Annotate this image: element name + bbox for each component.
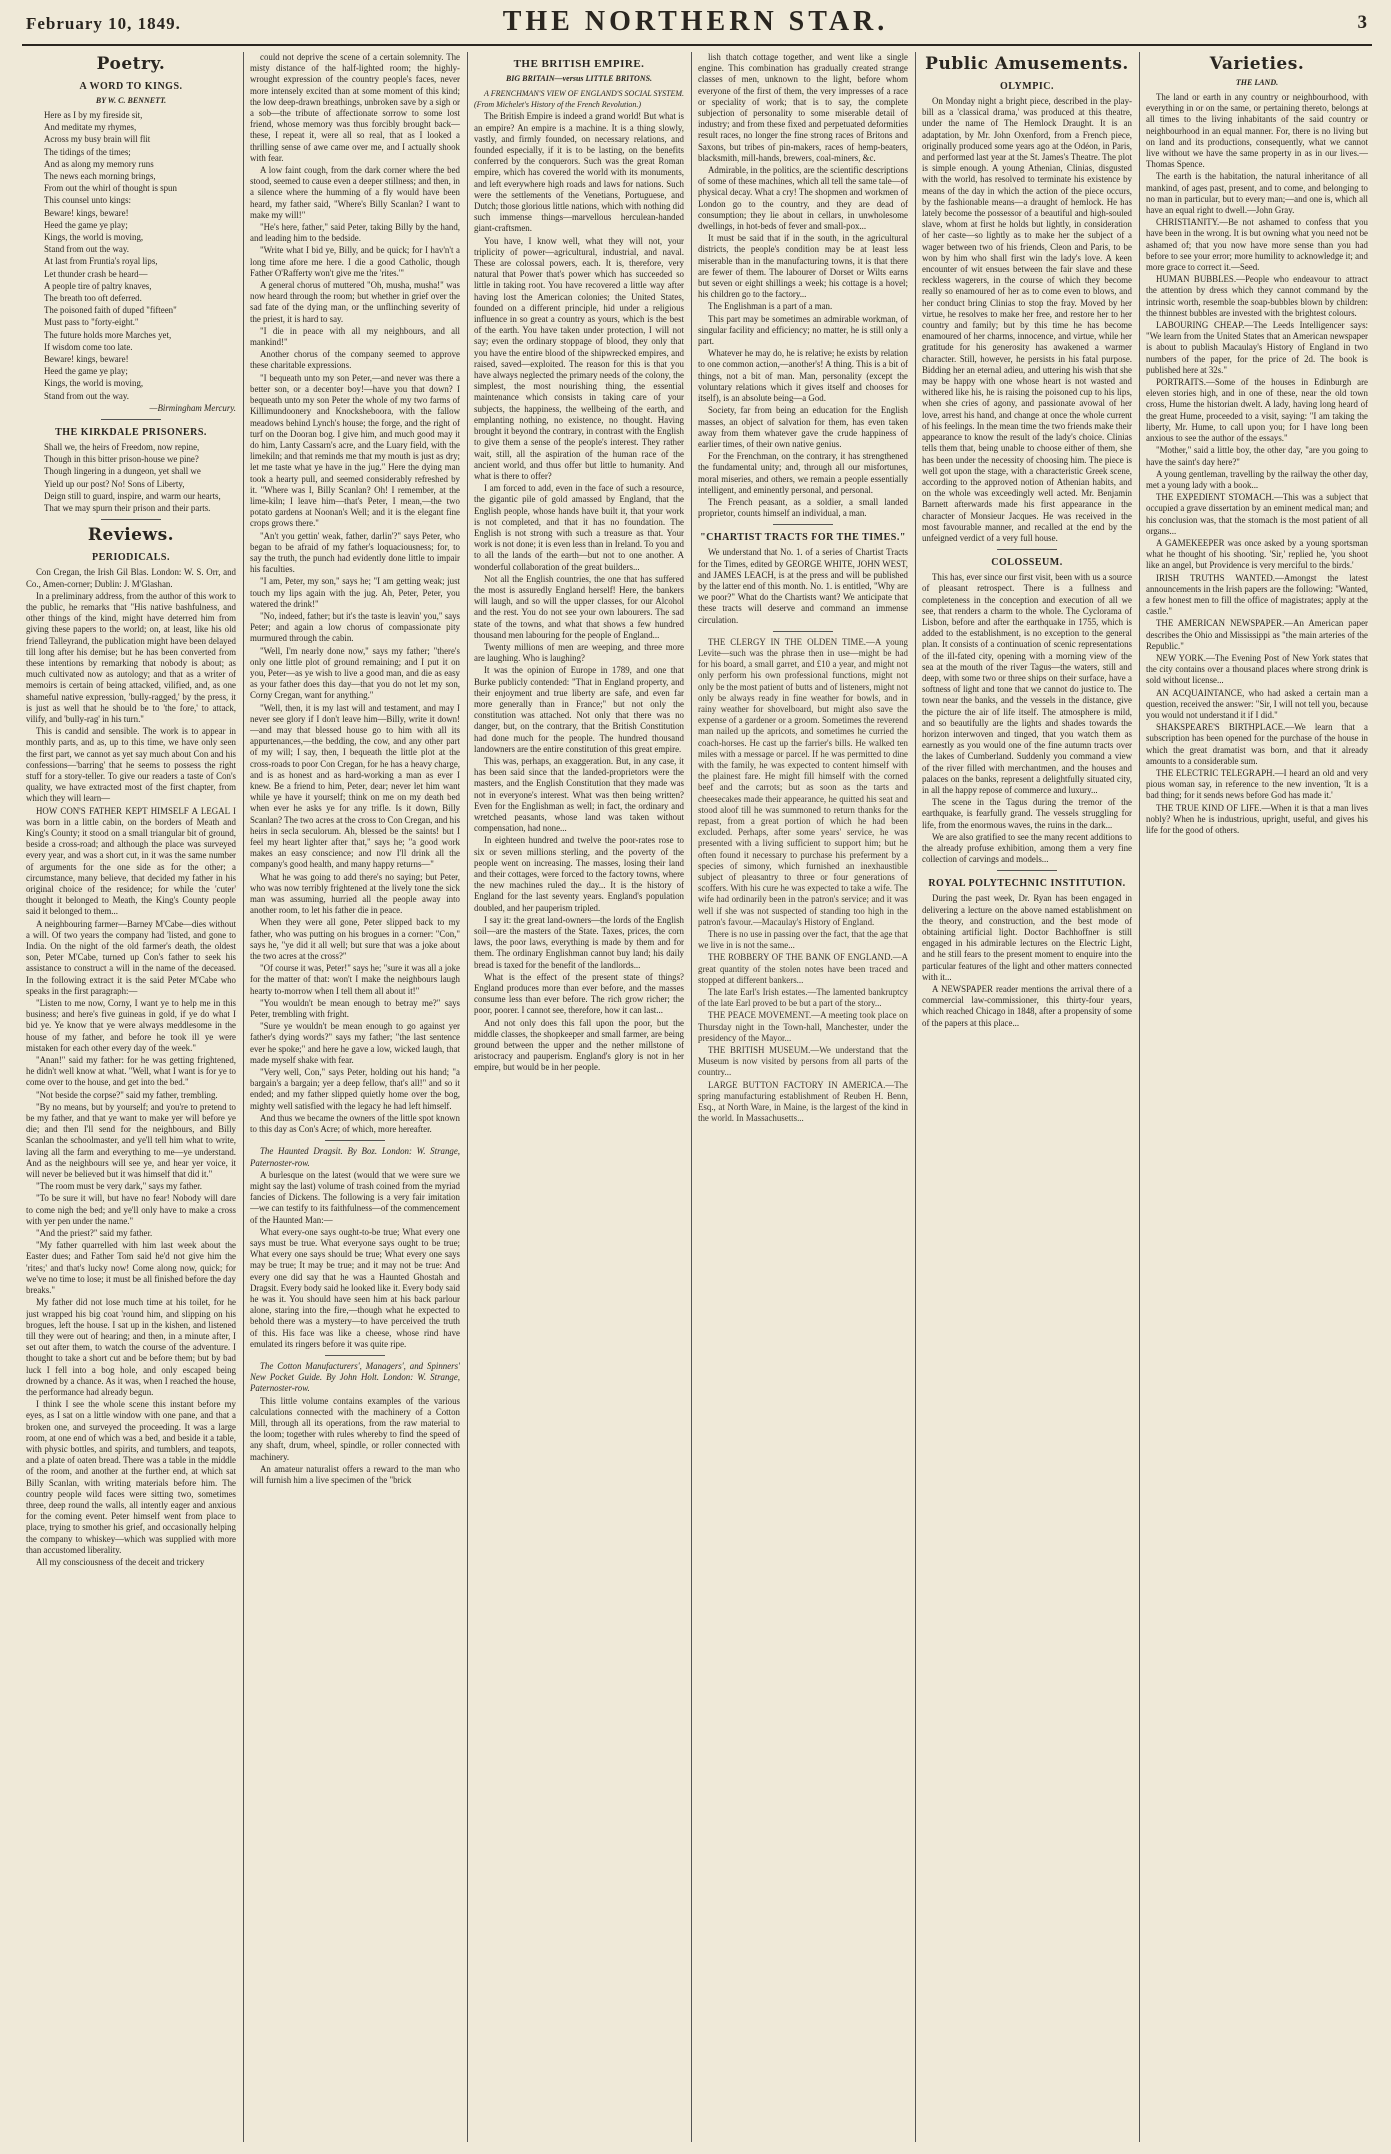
paragraph: It was the opinion of Europe in 1789, and one that Burke publicly contended: "That in England property, and their enjoyment and true liberty are safe, and even far more generally than in France;" but not only the constitution was attached. Not only that there was no danger, but, on the contrary, that the British Constitution had done much for the people. The hundred thousand landowners are the entire constitution of this great empire. [474,665,684,754]
paragraph: PORTRAITS.—Some of the houses in Edinburgh are eleven stories high, and in one of these, near the old town cross, Hume the historian dwelt. A lady, having long heard of the great Hume, proceeded to a visit, saying: "I am taking the liberty, Mr. Hume, to call upon you; for I have long been anxious to see the author of the essays." [1146,377,1368,444]
paragraph: An amateur naturalist offers a reward to the man who will furnish him a live specimen of the "brick [250,1463,460,1485]
review3-title: The Cotton Manufacturers', Managers', and Spinners' New Pocket Guide. By John Holt. London: W. Strange, Paternoster-row. [250,1360,460,1394]
masthead [0,0,1391,56]
column-rule [915,52,916,2142]
paragraph: Not all the English countries, the one that has suffered the most is assuredly England herself! Here, the bankers will laugh, and so will the upper classes, for our Alcohol and the rest. You do not see your own labourers. The sad state of the towns, and what that shows a few hundred thousand men labouring for the people of England... [474,573,684,640]
column-rule [691,52,692,2142]
divider [325,1355,385,1356]
paragraph: The French peasant, as a soldier, a small landed proprietor, counts himself an individual, a man. [698,496,908,519]
paragraph: SHAKSPEARE'S BIRTHPLACE.—We learn that a subscription has been opened for the purchase of the house in which the great dramatist was born, and that it already amounts to a considerable sum. [1146,722,1368,766]
paragraph: When they were all gone, Peter slipped back to my father, who was putting on his brogues in a corner: "Con," says he, "ye did it all well; but sure that was a joke about the two acres at the cross?" [250,917,460,962]
paragraph: could not deprive the scene of a certain solemnity. The misty distance of the half-lighted room; the highly-wrought expression of the country people's faces, never more intensely excited than at some moment of this kind; the low deep-drawn breathings, unbroken save by a sigh or a sob—the tribute of affectionate sorrow to some lost friend, whose memory was thus forcibly brought back—these, I repeat it, were all so real, that as I looked a thrilling sense of awe came over me, and I actually shook with fear. [250,52,460,163]
news-items [698,637,908,1125]
divider [101,519,161,520]
olympic-heading: OLYMPIC. [1000,81,1054,92]
paragraph: AN ACQUAINTANCE, who had asked a certain man a question, received the answer: "Sir, I will not tell you, because you would not understand it if I did." [1146,687,1368,720]
divider [325,1140,385,1141]
article-subheading: BIG BRITAIN—versus LITTLE BRITONS. [505,74,653,83]
paragraph: A neighbouring farmer—Barney M'Cabe—dies without a will. Of two years the company had 'listed, and gone to India. On the night of the old farmer's death, the oldest son, Peter M'Cabe, turned up Con's father to seek his assistance to construct a will in the name of the deceased. In the following extract it is the said Peter M'Cabe who speaks in the first paragraph:— [26,918,236,996]
paragraph: IRISH TRUTHS WANTED.—Amongst the latest announcements in the Irish papers are the following: "Wanted, a few honest men to fill the office of magistrates; apply at the castle." [1146,572,1368,617]
paragraph: Con Cregan, the Irish Gil Blas. London: W. S. Orr, and Co., Amen-corner; Dublin: J. M'Glashan. [26,567,236,589]
column-rule [243,52,244,2142]
poem-line: Let thunder crash be heard— [44,268,148,279]
paragraph: There is no use in passing over the fact, that the age that we live in is not the same... [698,929,908,951]
poem-line: Shall we, the heirs of Freedom, now repine, [44,442,200,453]
paragraph: This is candid and sensible. The work is to appear in monthly parts, and as, up to this time, we have only seen the first part, we cannot as yet say much about Con and his confessions—'barring' that he seems to possess the right stuff for a story-teller. To give our readers a taste of Con's quality, we have extracted most of the first chapter, from which they will learn— [26,726,236,804]
paragraph: lish thatch cottage together, and went like a single engine. This combination has gradually created strange classes of men, unknown to the light, before whom everyone of the first of them, the very impresses of a race or speciality of work; that is to say, the complete subjection of personality to some miserable detail of industry; and from these fixed and perpetuated deformities result races, no longer the fine strong races of Britons and Saxons, but tribes of pin-makers, races of hemp-beaters, blacksmith, mill-hands, brewers, coal-miners, &c. [698,52,908,163]
paragraph: "By no means, but by yourself; and you're to pretend to be my father, and that ye want to make yer will before ye die; and then I'll send for the neighbours, and Billy Scanlan the schoolmaster, and ye'll tell him what to write, laving all the farm and everything to me—ye understand. And as the neighbours will see ye, and hear yer voice, it will never be believed but it was himself that did it." [26,1101,236,1180]
column-2 [250,52,460,2142]
poem-line: A people tire of paltry knaves, [44,280,152,291]
periodicals-heading: PERIODICALS. [92,552,170,564]
section-heading-reviews: Reviews. [87,525,175,546]
poem-line: Heed the game ye play; [44,219,128,230]
paragraph: I think I see the whole scene this instant before my eyes, as I sat on a little window with one pane, and that a broken one, and surveyed the proceeding. It was a large room, at one end of which was a bed, and beside it a table, with physic bottles, and spirits, and tumblers, and teapots, and a plate of oaten bread. There was a table in the middle of the room, and another at the further end, at which sat Billy Scanlan, with writing materials before him. The country people wild faces were sitting two, sometimes three, deep round the walls, all intently eager and anxious for the coming event. Peter himself went from place to place, trying to smother his grief, and occasionally helping the company to whiskey—which was supplied with more than accustomed liberality. [26,1399,236,1555]
paragraph: LARGE BUTTON FACTORY IN AMERICA.—The spring manufacturing establishment of Reuben H. Benn, Esq., at North Ware, in Maine, is the largest of the kind in the world. In Massachusetts... [698,1079,908,1124]
poem2-title: THE KIRKDALE PRISONERS. [55,427,207,439]
column-1 [26,52,236,2142]
paragraph: "An't you gettin' weak, father, darlin'?" says Peter, who began to be afraid of my father's loquaciousness; for, to say the truth, the punch had evidently done little to impair his faculties. [250,530,460,575]
paragraph: All my consciousness of the deceit and trickery [36,1556,205,1567]
paragraph: THE ROBBERY OF THE BANK OF ENGLAND.—A great quantity of the stolen notes have been traced and stopped at different bankers... [698,952,908,985]
paragraph: On Monday night a bright piece, described in the play-bill as a 'classical drama,' was produced at this theatre, under the name of The Hemlock Draught. It is an adaptation, by Mr. John Oxenford, from a French piece, originally produced some years ago at the Odéon, in Paris, and performed last year at the St. James's Theatre. The plot is simple enough. A young Athenian, Clinias, disgusted with the world, has resolved to terminate his existence by means of the day in which the action of the piece occurs, by the fashionable means—a draught of hemlock. He has lately become the possessor of a beautiful and high-souled slave, whom at first he holds but lightly, in consideration of her caste—so lightly as to make her the subject of a wager between two of his friends, Cleon and Paris, to be won by him who shall first win the lady's love. A keen encounter of wit ensues between the fair slave and these reckless wagerers, in the course of which they become really so enamoured of her as to come even to blows, and her conduct bring Clinias to stop the fray. Moved by her virtue, he resolves to make her free, and restore her to her country and family; but by this time he has become enamoured of her charms, innocence, and virtue, while her gratitude for his generosity has awakened a warmer character. Still, however, he persists in his fatal purpose. Bidding her an eternal adieu, and uttering his wish that she may be happy with one whose heart is not wasted and withered like his, he is raising the poisoned cup to his lips, when she cries of agony, and passionate avowal of her love, arrest his hand, and change at once the whole current of his feelings. In the mean time the two friends make their appearance to know the result of the lady's choice. Clinias tells them that, being unable to choose either of them, she has been under the necessity of choosing him. The piece is well got upon the stage, with a characteristic Greek scene, according to the approved notion of Athenian habits, and on the whole was exceedingly well acted. Mr. Benjamin Barnett afterwards made his first appearance in the character of Monsieur Jacques. He was received in the most favourable manner, and recalled at the end by the unfeigned verdict of a very full house. [922,96,1132,543]
review3-text [250,1396,460,1487]
paragraph: "My father quarrelled with him last week about the Easter dues; and Father Tom said he'd not give him the 'rites;' and that's lucky now! Come along now, quick; for we've no time to lose; it must be all finished before the day breaks." [26,1240,236,1296]
paragraph: "Sure ye wouldn't be mean enough to go against yer father's dying words?" says my father; "the last sentence ever he spoke;" and here he gave a low, wicked laugh, that made myself shake with fear. [250,1021,460,1065]
paragraph: NEW YORK.—The Evening Post of New York states that the city contains over a thousand places where strong drink is sold without license... [1146,652,1368,686]
poem-line: The tidings of the times; [44,146,131,157]
paragraph: "Very well, Con," says Peter, holding out his hand; "a bargain's a bargain; yer a deep fellow, that's all!" and so it ended; and my father slipped quietly home over the bog, mighty well satisfied with the legacy he had left himself. [250,1067,460,1111]
paragraph: I say it: the great land-owners—the lords of the English soil—are the masters of the State. Taxes, prices, the corn laws, the poor laws, everything is made by them and for them. The ordinary Englishman cannot buy land; his daily bread is taxed for the benefit of the landlords... [474,914,684,970]
polytechnic-review [922,893,1132,1028]
paragraph: "Of course it was, Peter!" says he; "sure it was all a joke for the matter of that: won't I make the neighbours laugh hearty to-morrow when I tell them all about it!" [250,963,460,996]
paragraph: LABOURING CHEAP.—The Leeds Intelligencer says: "We learn from the United States that an American newspaper is about to publish Macaulay's History of England in two numbers of the paper, for the price of 2d. The book is published here at 32s." [1146,320,1368,375]
paragraph: Society, far from being an education for the English masses, an object of salvation for them, has even taken away from them whatever gave the crude happiness of earlier times, of their own native genius. [698,405,908,449]
poem-author: BY W. C. BENNETT. [95,96,167,105]
section-heading-varieties: Varieties. [1209,54,1305,74]
poem-line: Here as I by my fireside sit, [44,110,143,120]
polytechnic-heading: ROYAL POLYTECHNIC INSTITUTION. [928,878,1126,890]
paragraph: "Write what I bid ye, Billy, and be quick; for I hav'n't a long time afore me here. I die a good Catholic, though Father O'Rafferty won't give me the 'rites.'" [250,245,460,278]
paragraph: Another chorus of the company seemed to approve these charitable expressions. [250,349,460,371]
poem2-lines [26,442,236,514]
varieties-items [1146,92,1368,836]
column-rule [1139,52,1140,2142]
paragraph: "Not beside the corpse?" said my father, trembling. [36,1089,218,1100]
poem-line: Kings, the world is moving, [44,232,144,243]
varieties-subheading: THE LAND. [1235,78,1279,87]
paragraph: My father did not lose much time at his toilet, for he just wrapped his big coat 'round him, and slipping on his brogues, left the house. I sat up in the kishen, and listened till they were out of hearing; and then, in a minute after, I set out after them, to watch the course of the adventure. I thought to take a short cut and be before them; but by bad luck I fell into a bog hole, and only escaped being drowned by a chance. As it was, when I reached the house, the performance had already begun. [26,1297,236,1397]
paragraph: This part may be sometimes an admirable workman, of singular facility and efficiency; no matter, he is still only a part. [698,313,908,347]
colosseum-review [922,572,1132,865]
paragraph: The British Empire is indeed a grand world! But what is an empire? An empire is a machine. It is a thing slowly, vastly, and firmly founded, on necessary relations, and founded especially, if it is to be lasting, on the benefits conferred by the conquerors. Such was the great Roman empire, which has covered the world with its monuments, and left everywhere high roads and laws for nations. Such were the settlements of the Venetians, Portuguese, and Dutch; those glorious little nations, which with nothing did such immense things—marvellous herculean-handed giant-craftsmen. [474,111,684,234]
column-5 [922,52,1132,2142]
issue-date: February 10, 1849. [26,14,181,33]
paragraph: CHRISTIANITY.—Be not ashamed to confess that you have been in the wrong. It is but owning what you need not be ashamed of; that you now have more sense than you had before to see your error; more humility to acknowledge it; and more grace to correct it.—Seed. [1146,217,1368,273]
notice-heading: "CHARTIST TRACTS FOR THE TIMES." [700,532,906,544]
paragraph: "To be sure it will, but have no fear! Nobody will dare to come nigh the bed; and ye'll only have to make a cross with yer pen under the name." [26,1193,236,1226]
paragraph: THE PEACE MOVEMENT.—A meeting took place on Thursday night in the Town-hall, Manchester, under the presidency of the Mayor... [698,1010,908,1043]
poem-lines [26,110,236,402]
paragraph: It must be said that if in the south, in the agricultural districts, the people's condition may be at least less miserable than in the manufacturing towns, it is that there are fewer of them. The labourer of Dorset or Wilts earns but seven or eight shillings a week; his cottage is a hovel; his children go to the factory... [698,233,908,300]
poem-attribution: —Birmingham Mercury. [149,402,236,413]
paragraph: "He's here, father," said Peter, taking Billy by the hand, and leading him to the bedside. [250,222,460,244]
poem-line: Across my busy brain will flit [44,134,151,145]
divider [773,631,833,632]
poem-line: The future holds more Marches yet, [44,329,172,340]
colosseum-heading: COLOSSEUM. [991,557,1063,569]
paragraph: "And the priest?" said my father. [36,1228,153,1239]
paragraph: "I die in peace with all my neighbours, and all mankind!" [250,325,460,348]
paragraph: You have, I know well, what they will not, your triplicity of power—agricultural, industrial, and naval. These are colossal powers, each. It is, therefore, very natural that Power that's power which has succeeded so little in taking root. You have recovered a little way after having lost the American colonies; the United States, founded on a different principle, hid under a religious influence in so great a country as yours, which is the best of the earth. You have taken under protection, I will not say; even the ordinary stoppage of blood, they only that you have the entire blood of the shipwrecked empires, and raised, saved—exploited. The reason for this is that you have always neglected the primary needs of the colony, the simplest, the most nourishing thing, the essential maintenance which consists in taking care of your subjects, the happiness, the wellbeing of the earth, and emplanting nothing, no existence, no thought. Having brought it beyond the contrary, in contrast with the English to give them a sense of the people's interest. They rather wait, still, all the aspiration of the human race of the ancient world, and thus offer but little to humanity. And what is there to offer? [474,235,684,481]
masthead-rule [22,44,1372,46]
paragraph: A young gentleman, travelling by the railway the other day, met a young lady with a book... [1146,468,1368,490]
poem-line: And as along my memory runs [44,158,154,169]
poem-line: The news each morning brings, [44,171,156,182]
paragraph: Whatever he may do, he is relative; he exists by relation to one common action,—another's! A thing. This is a bit of things, not a bit of man. Man, personality (except the voluntary relations which it gives itself and chooses for itself), is an absolute being—a God. [698,348,908,404]
poem-line: Stand from out the way. [44,390,129,401]
review-text [26,567,236,1568]
paragraph: A NEWSPAPER reader mentions the arrival there of a commercial law-commissioner, this thirty-four years, which reached Chicago in 1848, after a propensity of some of the papers at this place... [922,984,1132,1028]
paragraph: HUMAN BUBBLES.—People who endeavour to attract the attention by dress which they cannot command by the intrinsic worth, resemble the soap-bubbles blown by children: the thinnest bubbles are invested with the brightest colours. [1146,274,1368,318]
paragraph: The scene in the Tagus during the tremor of the earthquake, is fearfully grand. The vessels struggling for life, from the enormous waves, the ruins in the dark... [922,797,1132,830]
poem-line: Yield up our post? No! Sons of Liberty, [44,478,185,489]
paragraph: What is the effect of the present state of things? England produces more than ever before, and the masses consume less than ever before. The rich grow richer; the poor, poorer. I cannot see, therefore, how it can last... [474,971,684,1016]
poem-line: Kings, the world is moving, [44,378,144,389]
divider [997,870,1057,871]
article-text [474,111,684,1073]
review2-text [250,1170,460,1350]
paragraph: THE EXPEDIENT STOMACH.—This was a subject that occupied a grave dissertation by an eminent medical man; and his conclusion was, that the stomach is the most patient of all organs... [1146,492,1368,536]
divider [773,524,833,525]
column-4 [698,52,908,2142]
poem-line: Deign still to guard, inspire, and warm our hearts, [44,490,221,501]
paragraph: What every-one says ought-to-be true; What every one says must be true. What everyone says ought to be true; What every one says should be true; What every one says may be true; It may be true; and it may not be true: And every one did say that he was a Haunted Ghostah and Dragsit. Every body said he looked like it. Every body said he was it. You should have seen him at his back parlour alone, staring into the fire,—though what he expected to behold there was a mystery—to have perceived the truth of this. His face was like a cheese, whose rind have emulated its ringers before it was quite ripe. [250,1226,460,1349]
poem-line: From out the whirl of thought is spun [44,183,177,194]
paragraph: THE AMERICAN NEWSPAPER.—An American paper describes the Ohio and Mississippi as "the main arteries of the Republic." [1146,618,1368,651]
paragraph: A low faint cough, from the dark corner where the bed stood, seemed to cause even a deeper stillness; and then, in a silence where the humming of a fly would have been heard, my father said, "Where's Billy Scanlan? I want to make my will!" [250,165,460,220]
poem-line: Though in this bitter prison-house we pine? [44,454,199,465]
poem-line: The breath too oft deferred. [44,293,142,304]
paragraph: "Anan!" said my father: for he was getting frightened, he didn't well know at what. "Well, what I want is for ye to come over to the house, and get into the bed." [26,1055,236,1088]
poem-line: That we may spurn their prison and their parts. [44,503,211,514]
paragraph: HOW CON'S FATHER KEPT HIMSELF A LEGAL I was born in a little cabin, on the borders of Meath and King's County; it stood on a small triangular bit of ground, beside a cross-road; and although the place was surveyed every year, and was a short cut, in it was the same number of arguments for the one side as for the other; a circumstance, many believe, that decided my father in his original choice of the residence; for while the 'cuter' thought it belonged to Meath, the King's County people said it belonged to them... [26,805,236,917]
poem-line: The poisoned faith of duped "fifteen" [44,305,177,316]
poem-line: If wisdom come too late. [44,341,133,352]
paragraph: "Mother," said a little boy, the other day, "are you going to have the saint's day here?" [1146,445,1368,467]
paragraph: This little volume contains examples of the various calculations connected with the machinery of a Cotton Mill, through all its operations, from the raw material to the loom; together with rules whereby to find the speed of any shaft, drum, wheel, spindle, or roller connected with machinery. [250,1395,460,1462]
paragraph: "Well, I'm nearly done now," says my father; "there's only one little plot of ground remaining; and I put it on you, Peter—as ye wish to live a good man, and die as easy as your father does this day—that you do not let my son, Corny Cregan, want for anything." [250,645,460,701]
notice-text: We understand that No. 1. of a series of Chartist Tracts for the Times, edited by GEORGE WHITE, JOHN WEST, and JAMES LEACH, is at the press and will be published by the latter end of this month. No. 1. is entitled, "Why are we poor?" What do the Chartists want? We anticipate that these tracts will deserve and command an immense circulation. [698,547,908,625]
paragraph: A general chorus of muttered "Oh, musha, musha!" was now heard through the room; but whether in grief over the sad fate of the dying man, or the unflinching severity of the priest, it is hard to say. [250,280,460,324]
paragraph: And not only does this fall upon the poor, but the middle classes, the shopkeeper and small farmer, are being ground between the upper and the nether millstone of aristocracy and pauperism. England's glory is not in her empire, but would be in her people. [474,1017,684,1073]
divider [997,549,1057,550]
column-3 [474,52,684,2142]
article-continued [698,52,908,519]
paragraph: THE ELECTRIC TELEGRAPH.—I heard an old and very pious woman say, in reference to the new invention, 'It is a bad thing; for it sends news before God has made it.' [1146,767,1368,801]
paragraph: The land or earth in any country or neighbourhood, with everything in or on the same, or pertaining thereto, belongs at all times to the living inhabitants of the said country or neighbourhood in an equal manner. For, there is no living but on land and its productions, consequently, what we cannot live without we have the same property in as in our lives.—Thomas Spence. [1146,92,1368,170]
poem-line: At last from Fruntia's royal lips, [44,256,158,267]
newspaper-title: THE NORTHERN STAR. [502,6,889,37]
paragraph: We are also gratified to see the many recent additions to the already profuse exhibition, among them a very fine collection of carvings and models... [922,831,1132,865]
poem-line: Beware! kings, beware! [44,354,129,365]
paragraph: "I am, Peter, my son," says he; "I am getting weak; just touch my lips again with the jug. Ah, Peter, Peter, you watered the drink!" [250,576,460,609]
article-heading: THE BRITISH EMPIRE. [513,58,645,70]
article-intro: A FRENCHMAN'S VIEW OF ENGLAND'S SOCIAL SYSTEM. (From Michelet's History of the French Revolution.) [474,89,684,110]
poem-line: This counsel unto kings: [44,195,132,206]
paragraph: "The room must be very dark," says my father. [36,1181,202,1192]
paragraph: I am forced to add, even in the face of such a resource, the gigantic pile of gold amassed by England, that the English people, whose hands have built it, that your work is not completed, and that it has no foundation. The English is not strong with such a treasure as that. Your work is not done; it is even less than in Ireland. To you and to all the lands of the earth—but not to one another. A wonderful collaboration of the great builders... [474,483,684,572]
poem-line: Beware! kings, beware! [44,207,129,218]
paragraph: "Well, then, it is my last will and testament, and may I never see glory if I don't leave him—Billy, write it down!—and may that blessed house go to him with all its appurtenances,—the bedding, the cow, and any other part of my will; I say, then, I bequeath the little plot at the cross-roads to poor Con Cregan, for he has a heavy charge, and is as honest and as hard-working a man as ever I knew. Be a friend to him, Peter, dear; never let him want while ye have it yourself; think on me on my death bed when ever he asks ye for any trifle. Is it down, Billy Scanlan? The two acres at the cross to Con Cregan, and his heirs in secla seculorum. Ah, blessed be the saints! but I feel my heart lighter after that," says he; "a good work makes an easy conscience; and now I'll drink all the company's good health, and many happy returns—" [250,702,460,870]
paragraph: This has, ever since our first visit, been with us a source of pleasant retrospect. There is a fullness and completeness in the conception and execution of all we see, that renders a charm to the whole. The Cyclorama of Lisbon, before and after the earthquake in 1755, which is added to the establishment, is no exception to the general plan. It consists of a continuation of scenic representations of the ill-fated city, opening with a morning view of the sea at the mouth of the river Tagus—the waters, still and deep, with some two or three ships on their surface, have a softness of light and tone that we cannot do justice to. The town near the banks, and the vessels in the distance, give the picture the air of life itself. The atmosphere is mild, and so beautifully are the lights and shades towards the horizon interwoven and tinged, that you watch them as earnestly as you would one of the fine autumn tracts over the lakes of Cumberland. Suddenly you command a view of the river filled with merchantmen, and the houses and palaces on the banks, represent a delightfully situated city, in all the happy repose of commerce and luxury... [922,572,1132,795]
poem-title: A WORD TO KINGS. [79,81,183,92]
paragraph: THE TRUE KIND OF LIFE.—When it is that a man lives nobly? When he is industrious, upright, useful, and gives his life for the good of others. [1146,802,1368,835]
review2-title: The Haunted Dragsit. By Boz. London: W. Strange, Paternoster-row. [250,1146,460,1168]
review-continued [250,52,460,1135]
paragraph: A burlesque on the latest (would that we were sure we might say the last) volume of trash coined from the myriad fancies of Dickens. The following is a very fair imitation—we can testify to its faithfulness—of the commencement of the Haunted Man:— [250,1169,460,1225]
paragraph: This was, perhaps, an exaggeration. But, in any case, it has been said since that the landed-proprietors were the masters, and the English Constitution that they made was not in everyone's interest. What was then being written? Even for the Englishman as well; in fact, the ordinary and wretched peasants, whose land was taken without compensation, had none... [474,755,684,834]
paragraph: In eighteen hundred and twelve the poor-rates rose to six or seven millions sterling, and the poverty of the people went on increasing. The masses, losing their land and their cottages, were forced to the factory towns, where the new machines ruled the day... It is the history of England for the last seventy years. England's population doubled, and her pauperism tripled. [474,835,684,913]
section-heading-amusements: Public Amusements. [925,54,1129,74]
paragraph: A GAMEKEEPER was once asked by a young sportsman what he thought of his shooting. 'Sir,' replied he, 'you shoot like an angel, but Providence is very merciful to the birds.' [1146,537,1368,571]
olympic-review [922,96,1132,544]
paragraph: During the past week, Dr. Ryan has been engaged in delivering a lecture on the above named establishment on the theory, and construction, and the best mode of obtaining artificial light. Doctor Bachhoffner is still engaged in his admirable lectures on the Electric Light, and he still fears to the present moment to enquire into the particular features of the light and other matters connected with it... [922,893,1132,982]
paragraph: What he was going to add there's no saying; but Peter, who was now terribly frightened at the lively tone the sick man was assuming, hurried all the people away into another room, to let his father die in peace. [250,871,460,916]
paragraph: For the Frenchman, on the contrary, it has strengthened the fundamental unity; and, through all our misfortunes, moral miseries, and others, we remain a people essentially intelligent, and eminently personal, and personal. [698,451,908,495]
column-6 [1146,52,1368,2142]
poem-line: Must pass to "forty-eight." [44,317,139,328]
poem-line: And meditate my rhymes, [44,122,137,133]
paragraph: In a preliminary address, from the author of this work to the public, he remarks that "His native bashfulness, and other things of the kind, might have deterred him from giving these papers to the world; on, at least, like his old friend Talleyrand, the publication might have been delayed till long after his demise; but he has been converted from these intentions by remarking that nobody is about; as much cultivated now as autology; and that as a writer of memoirs is certain of being attacked, vilified, and, as one shameful native expression, 'bully-ragged,' by the press, it is just as well that he should be to 'the fore,' to attack, vilify, and 'bully-rag' in his turn." [26,590,236,724]
page-number: 3 [1357,12,1367,33]
paragraph: "No, indeed, father; but it's the taste is leavin' you," says Peter; and again a low chorus of compassionate pity murmured through the cabin. [250,610,460,644]
paragraph: "You wouldn't be mean enough to betray me?" says Peter, trembling with fright. [250,997,460,1020]
divider [101,419,161,420]
paragraph: "Listen to me now, Corny, I want ye to help me in this business; and here's five guineas in gold, if ye do what I bid ye. Ye know that ye were always meddlesome in the house of my father, and before he took ill ye were mistaken for each other every day of the week." [26,998,236,1053]
paragraph: The Englishman is a part of a man. [708,301,833,312]
paragraph: "I bequeath unto my son Peter,—and never was there a better son, or a decenter boy!—have you that down? I bequeath unto my son Peter the whole of my two farms of Killimundoonery and Knocksheboora, with the fallow meadows behind Lynch's house; the forge, and the right of turf on the Dooran bog. I give him, and much good may it do him, Lanty Cassarn's acre, and the Luary field, with the limekiln; and that reminds me that my mouth is just as dry; let me taste what ye have in the jug." Here the dying man took a hearty pull, and seemed considerably refreshed by it. "Where was I, Billy Scanlan? Oh! I remember, at the lime-kiln; I leave him—that's Peter, I mean,—the two potato gardens at Noonan's Well; and it is the elegant fine crops grows there." [250,372,460,529]
paragraph: Admirable, in the politics, are the scientific descriptions of some of these machines, which all tell the same tale—of physical decay. What a cry! The shopmen and workmen of London go to the country, and they are dead of consumption; they lie about in cellars, in unwholesome dwellings, in hot-beds of fever and small-pox... [698,165,908,232]
paragraph: And thus we became the owners of the little spot known to this day as Con's Acre; of which, more hereafter. [250,1112,460,1135]
paragraph: The late Earl's Irish estates.—The lamented bankruptcy of the late Earl proved to be but a part of the story... [698,987,908,1009]
poem-line: Stand from out the way. [44,244,129,255]
paragraph: Twenty millions of men are weeping, and three more are laughing. Who is laughing? [474,641,684,664]
paragraph: The earth is the habitation, the natural inheritance of all mankind, of ages past, present, and to come, and belonging to no man in particular, but to every man;—and one is, which all have an equal right to dwell.—John Gray. [1146,171,1368,216]
paragraph: THE BRITISH MUSEUM.—We understand that the Museum is now visited by persons from all parts of the country... [698,1045,908,1078]
poem-line: Though lingering in a dungeon, yet shall we [44,466,201,477]
column-rule [467,52,468,2142]
paragraph: THE CLERGY IN THE OLDEN TIME.—A young Levite—such was the phrase then in use—might be had for his board, a small garret, and £10 a year, and might not only perform his own professional functions, might not only be the most patient of butts and of listeners, might not only be always ready in fine weather for bowls, and in rainy weather for shovelboard, but might also save the expense of a gardener or a groom. Sometimes the reverend man nailed up the apricots, and sometimes he curried the coach-horses. He cast up the farrier's bills. He walked ten miles with a message or parcel. If he was permitted to dine with the family, he was expected to content himself with the plainest fare. He might fill himself with the corned beef and the carrots; but as soon as the tarts and cheesecakes made their appearance, he quitted his seat and stood aloof till he was summoned to return thanks for the repast, from a great portion of which he had been excluded. Perhaps, after some years' service, he was presented with a living sufficient to support him; but he often found it necessary to purchase his preferment by a species of simony, which furnished an inexhaustible subject of pleasantry to three or four generations of scoffers. With his cure he was expected to take a wife. The wife had ordinarily been in the patron's service; and it was well if she was not suspected of standing too high in the patron's favour.—Macaulay's History of England. [698,636,908,927]
poem-line: Heed the game ye play; [44,366,128,377]
section-heading-poetry: Poetry. [96,54,166,74]
